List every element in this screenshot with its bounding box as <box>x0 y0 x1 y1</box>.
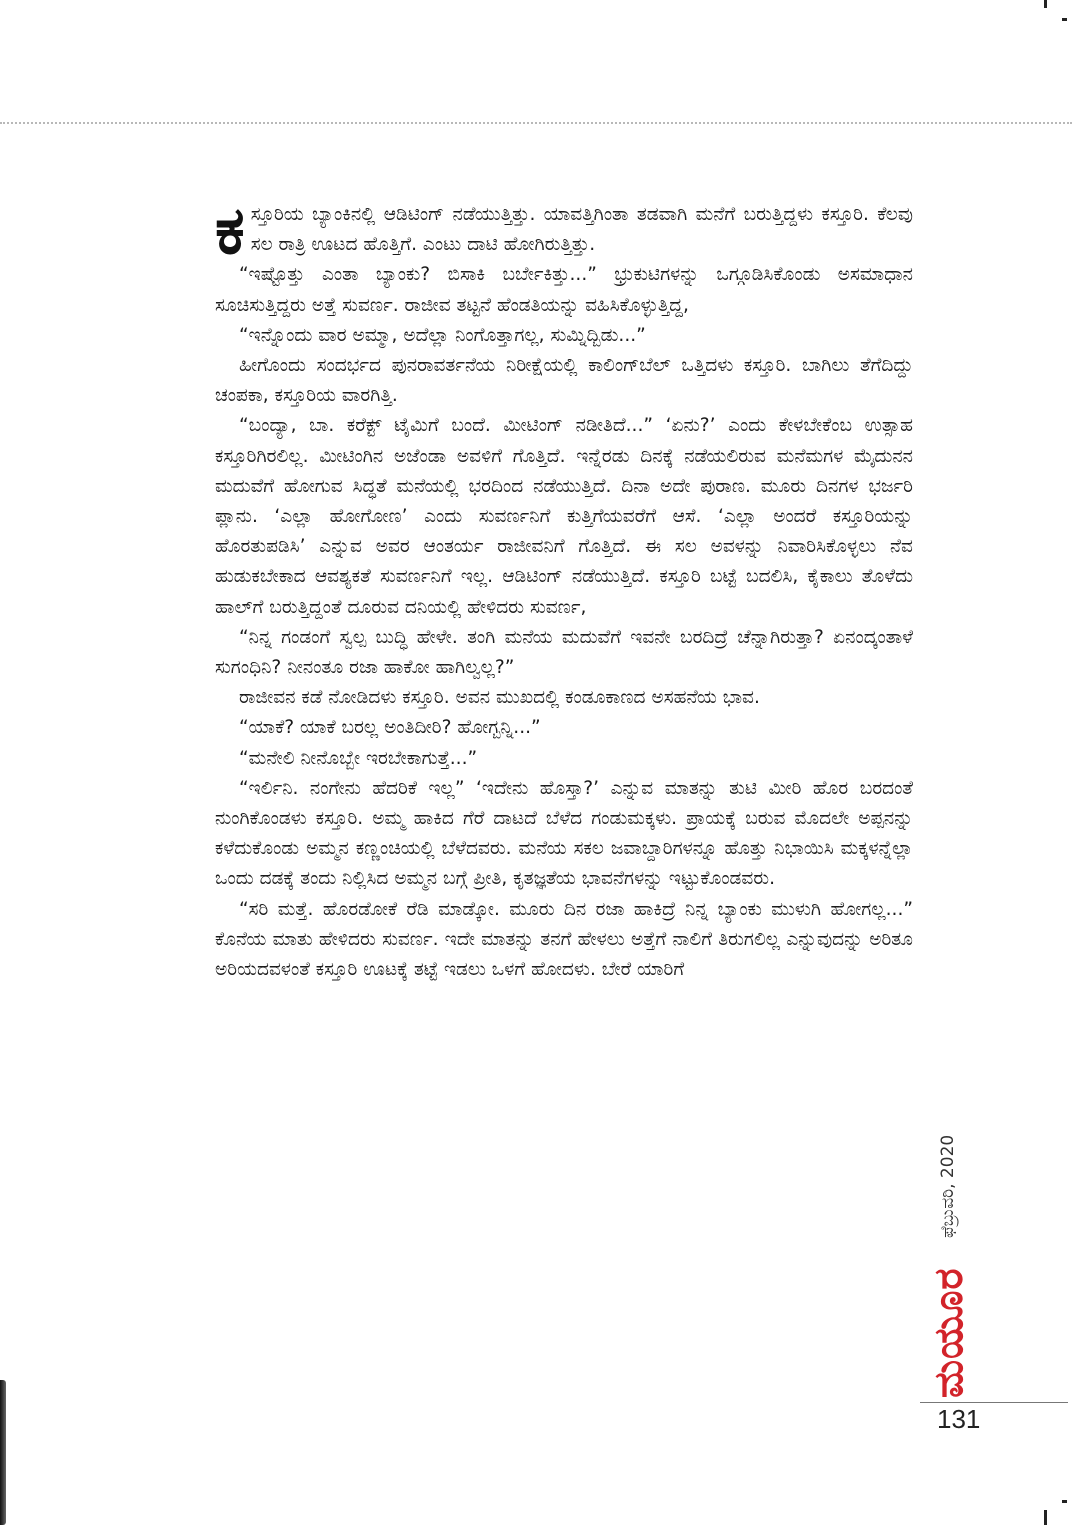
magazine-brand: ಮಯೂರ <box>926 1267 972 1398</box>
crop-mark-bottom <box>1044 1510 1047 1525</box>
page-binding-edge <box>0 1380 6 1525</box>
story-paragraph: “ಸರಿ ಮತ್ತೆ. ಹೊರಡೋಕೆ ರೆಡಿ ಮಾಡ್ಕೋ. ಮೂರು ದಿನ ರಜಾ ಹಾಕಿದ್ರೆ ನಿನ್ನ ಬ್ಯಾಂಕು ಮುಳುಗಿ ಹೋಗಲ್ಲ...” ಕೊನೆಯ ಮಾತು ಹೇಳಿದರು ಸುವರ್ಣ. ಇದೇ ಮಾತನ್ನು ತನಗೆ ಹೇಳಲು ಅತ್ತೆಗೆ ನಾಲಿಗೆ ತಿರುಗಲಿಲ್ಲ ಎನ್ನುವುದನ್ನು ಅರಿತೂ ಅರಿಯದವಳಂತೆ ಕಸ್ತೂರಿ ಊಟಕ್ಕೆ ತಟ್ಟೆ ಇಡಲು ಒಳಗೆ ಹೋದಳು. ಬೇರೆ ಯಾರಿಗೆ <box>215 898 913 981</box>
crop-mark-top-right <box>1062 18 1067 21</box>
story-paragraph-text: ಸ್ತೂರಿಯ ಬ್ಯಾಂಕಿನಲ್ಲಿ ಆಡಿಟಿಂಗ್ ನಡೆಯುತ್ತಿತ್ತು. ಯಾವತ್ತಿಗಿಂತಾ ತಡವಾಗಿ ಮನೆಗೆ ಬರುತ್ತಿದ್ದಳು ಕಸ್ತೂರಿ. ಕೆಲವು ಸಲ ರಾತ್ರಿ ಊಟದ ಹೊತ್ತಿಗೆ. ಎಂಟು ದಾಟಿ ಹೋಗಿರುತ್ತಿತ್ತು. <box>250 204 913 256</box>
page-number-rule <box>920 1402 1068 1403</box>
crop-mark-top <box>1044 0 1047 8</box>
story-paragraph: “ಬಂದ್ಯಾ, ಬಾ. ಕರೆಕ್ಟ್ ಟೈಮಿಗೆ ಬಂದೆ. ಮೀಟಿಂಗ್ ನಡೀತಿದೆ...” ‘ಏನು?’ ಎಂದು ಕೇಳಬೇಕೆಂಬ ಉತ್ಸಾಹ ಕಸ್ತೂರಿಗಿರಲಿಲ್ಲ. ಮೀಟಿಂಗಿನ ಅಜೆಂಡಾ ಅವಳಿಗೆ ಗೊತ್ತಿದೆ. ಇನ್ನೆರಡು ದಿನಕ್ಕೆ ನಡೆಯಲಿರುವ ಮನೆಮಗಳ ಮೈದುನನ ಮದುವೆಗೆ ಹೋಗುವ ಸಿದ್ಧತೆ ಮನೆಯಲ್ಲಿ ಭರದಿಂದ ನಡೆಯುತ್ತಿದೆ. ದಿನಾ ಅದೇ ಪುರಾಣ. ಮೂರು ದಿನಗಳ ಭರ್ಜರಿ ಪ್ಲಾನು. ‘ಎಲ್ಲಾ ಹೋಗೋಣ’ ಎಂದು ಸುವರ್ಣನಿಗೆ ಕುತ್ತಿಗೆಯವರೆಗೆ ಆಸೆ. ‘ಎಲ್ಲಾ ಅಂದರೆ ಕಸ್ತೂರಿಯನ್ನು ಹೊರತುಪಡಿಸಿ’ ಎನ್ನುವ ಅವರ ಆಂತರ್ಯ ರಾಜೀವನಿಗೆ ಗೊತ್ತಿದೆ. ಈ ಸಲ ಅವಳನ್ನು ನಿವಾರಿಸಿಕೊಳ್ಳಲು ನೆವ ಹುಡುಕಬೇಕಾದ ಆವಶ್ಯಕತೆ ಸುವರ್ಣನಿಗೆ ಇಲ್ಲ. ಆಡಿಟಿಂಗ್ ನಡೆಯುತ್ತಿದೆ. ಕಸ್ತೂರಿ ಬಟ್ಟೆ ಬದಲಿಸಿ, ಕೈಕಾಲು ತೊಳೆದು ಹಾಲ್‌ಗೆ ಬರುತ್ತಿದ್ದಂತೆ ದೂರುವ ದನಿಯಲ್ಲಿ ಹೇಳಿದರು ಸುವರ್ಣ, <box>215 415 913 618</box>
crop-mark-bottom-right <box>1062 1500 1067 1503</box>
page-number: 131 <box>937 1404 981 1434</box>
header-dotted-rule <box>0 122 1072 124</box>
story-paragraph <box>215 192 913 269</box>
story-paragraph: ರಾಜೀವನ ಕಡೆ ನೋಡಿದಳು ಕಸ್ತೂರಿ. ಅವನ ಮುಖದಲ್ಲಿ ಕಂಡೂಕಾಣದ ಅಸಹನೆಯ ಭಾವ. <box>239 687 760 709</box>
drop-cap: ಕ <box>215 192 245 269</box>
story-paragraph: “ಮನೇಲಿ ನೀನೊಬ್ಬೇ ಇರಬೇಕಾಗುತ್ತೆ...” <box>239 747 478 769</box>
story-paragraph: “ಇನ್ನೊಂದು ವಾರ ಅಮ್ಮಾ, ಅದೆಲ್ಲಾ ನಿಂಗೊತ್ತಾಗಲ್ಲ, ಸುಮ್ನಿದ್ಬಿಡು...” <box>239 324 646 346</box>
story-paragraph: “ಇರ್ಲಿನಿ. ನಂಗೇನು ಹೆದರಿಕೆ ಇಲ್ಲ” ‘ಇದೇನು ಹೊಸ್ತಾ?’ ಎನ್ನುವ ಮಾತನ್ನು ತುಟಿ ಮೀರಿ ಹೊರ ಬರದಂತೆ ನುಂಗಿಕೊಂಡಳು ಕಸ್ತೂರಿ. ಅಮ್ಮ ಹಾಕಿದ ಗೆರೆ ದಾಟದೆ ಬೆಳೆದ ಗಂಡುಮಕ್ಕಳು. ಪ್ರಾಯಕ್ಕೆ ಬರುವ ಮೊದಲೇ ಅಪ್ಪನನ್ನು ಕಳೆದುಕೊಂಡು ಅಮ್ಮನ ಕಣ್ಣಂಚಿಯಲ್ಲಿ ಬೆಳೆದವರು. ಮನೆಯ ಸಕಲ ಜವಾಬ್ದಾರಿಗಳನ್ನೂ ಹೊತ್ತು ನಿಭಾಯಿಸಿ ಮಕ್ಕಳನ್ನೆಲ್ಲಾ ಒಂದು ದಡಕ್ಕೆ ತಂದು ನಿಲ್ಲಿಸಿದ ಅಮ್ಮನ ಬಗ್ಗೆ ಪ್ರೀತಿ, ಕೃತಜ್ಞತೆಯ ಭಾವನೆಗಳನ್ನು ಇಟ್ಟುಕೊಂಡವರು. <box>215 777 913 890</box>
issue-date: ಫೆಬ್ರುವರಿ, 2020 <box>938 1134 958 1238</box>
story-body <box>215 192 913 985</box>
story-paragraph: ಹೀಗೊಂದು ಸಂದರ್ಭದ ಪುನರಾವರ್ತನೆಯ ನಿರೀಕ್ಷೆಯಲ್ಲಿ ಕಾಲಿಂಗ್‌ಬೆಲ್ ಒತ್ತಿದಳು ಕಸ್ತೂರಿ. ಬಾಗಿಲು ತೆಗೆದಿದ್ದು ಚಂಪಕಾ, ಕಸ್ತೂರಿಯ ವಾರಗಿತ್ತಿ. <box>215 355 913 407</box>
story-paragraph: “ಇಷ್ಟೊತ್ತು ಎಂತಾ ಬ್ಯಾಂಕು? ಬಿಸಾಕಿ ಬರ್ಬೇಕಿತ್ತು...” ಭ್ರುಕುಟಿಗಳನ್ನು ಒಗ್ಗೂಡಿಸಿಕೊಂಡು ಅಸಮಾಧಾನ ಸೂಚಿಸುತ್ತಿದ್ದರು ಅತ್ತೆ ಸುವರ್ಣ. ರಾಜೀವ ತಟ್ಟನೆ ಹೆಂಡತಿಯನ್ನು ವಹಿಸಿಕೊಳ್ಳುತ್ತಿದ್ದ, <box>215 264 913 316</box>
story-paragraph: “ನಿನ್ನ ಗಂಡಂಗೆ ಸ್ವಲ್ಪ ಬುದ್ಧಿ ಹೇಳೇ. ತಂಗಿ ಮನೆಯ ಮದುವೆಗೆ ಇವನೇ ಬರದಿದ್ರೆ ಚೆನ್ನಾಗಿರುತ್ತಾ? ಏನಂದ್ಕಂತಾಳೆ ಸುಗಂಧಿನಿ? ನೀನಂತೂ ರಜಾ ಹಾಕೋ ಹಾಗಿಲ್ವಲ್ಲ?” <box>215 626 913 679</box>
story-paragraph: “ಯಾಕೆ? ಯಾಕೆ ಬರಲ್ಲ ಅಂತಿದೀರಿ? ಹೋಗ್ಬನ್ನಿ...” <box>239 717 541 739</box>
